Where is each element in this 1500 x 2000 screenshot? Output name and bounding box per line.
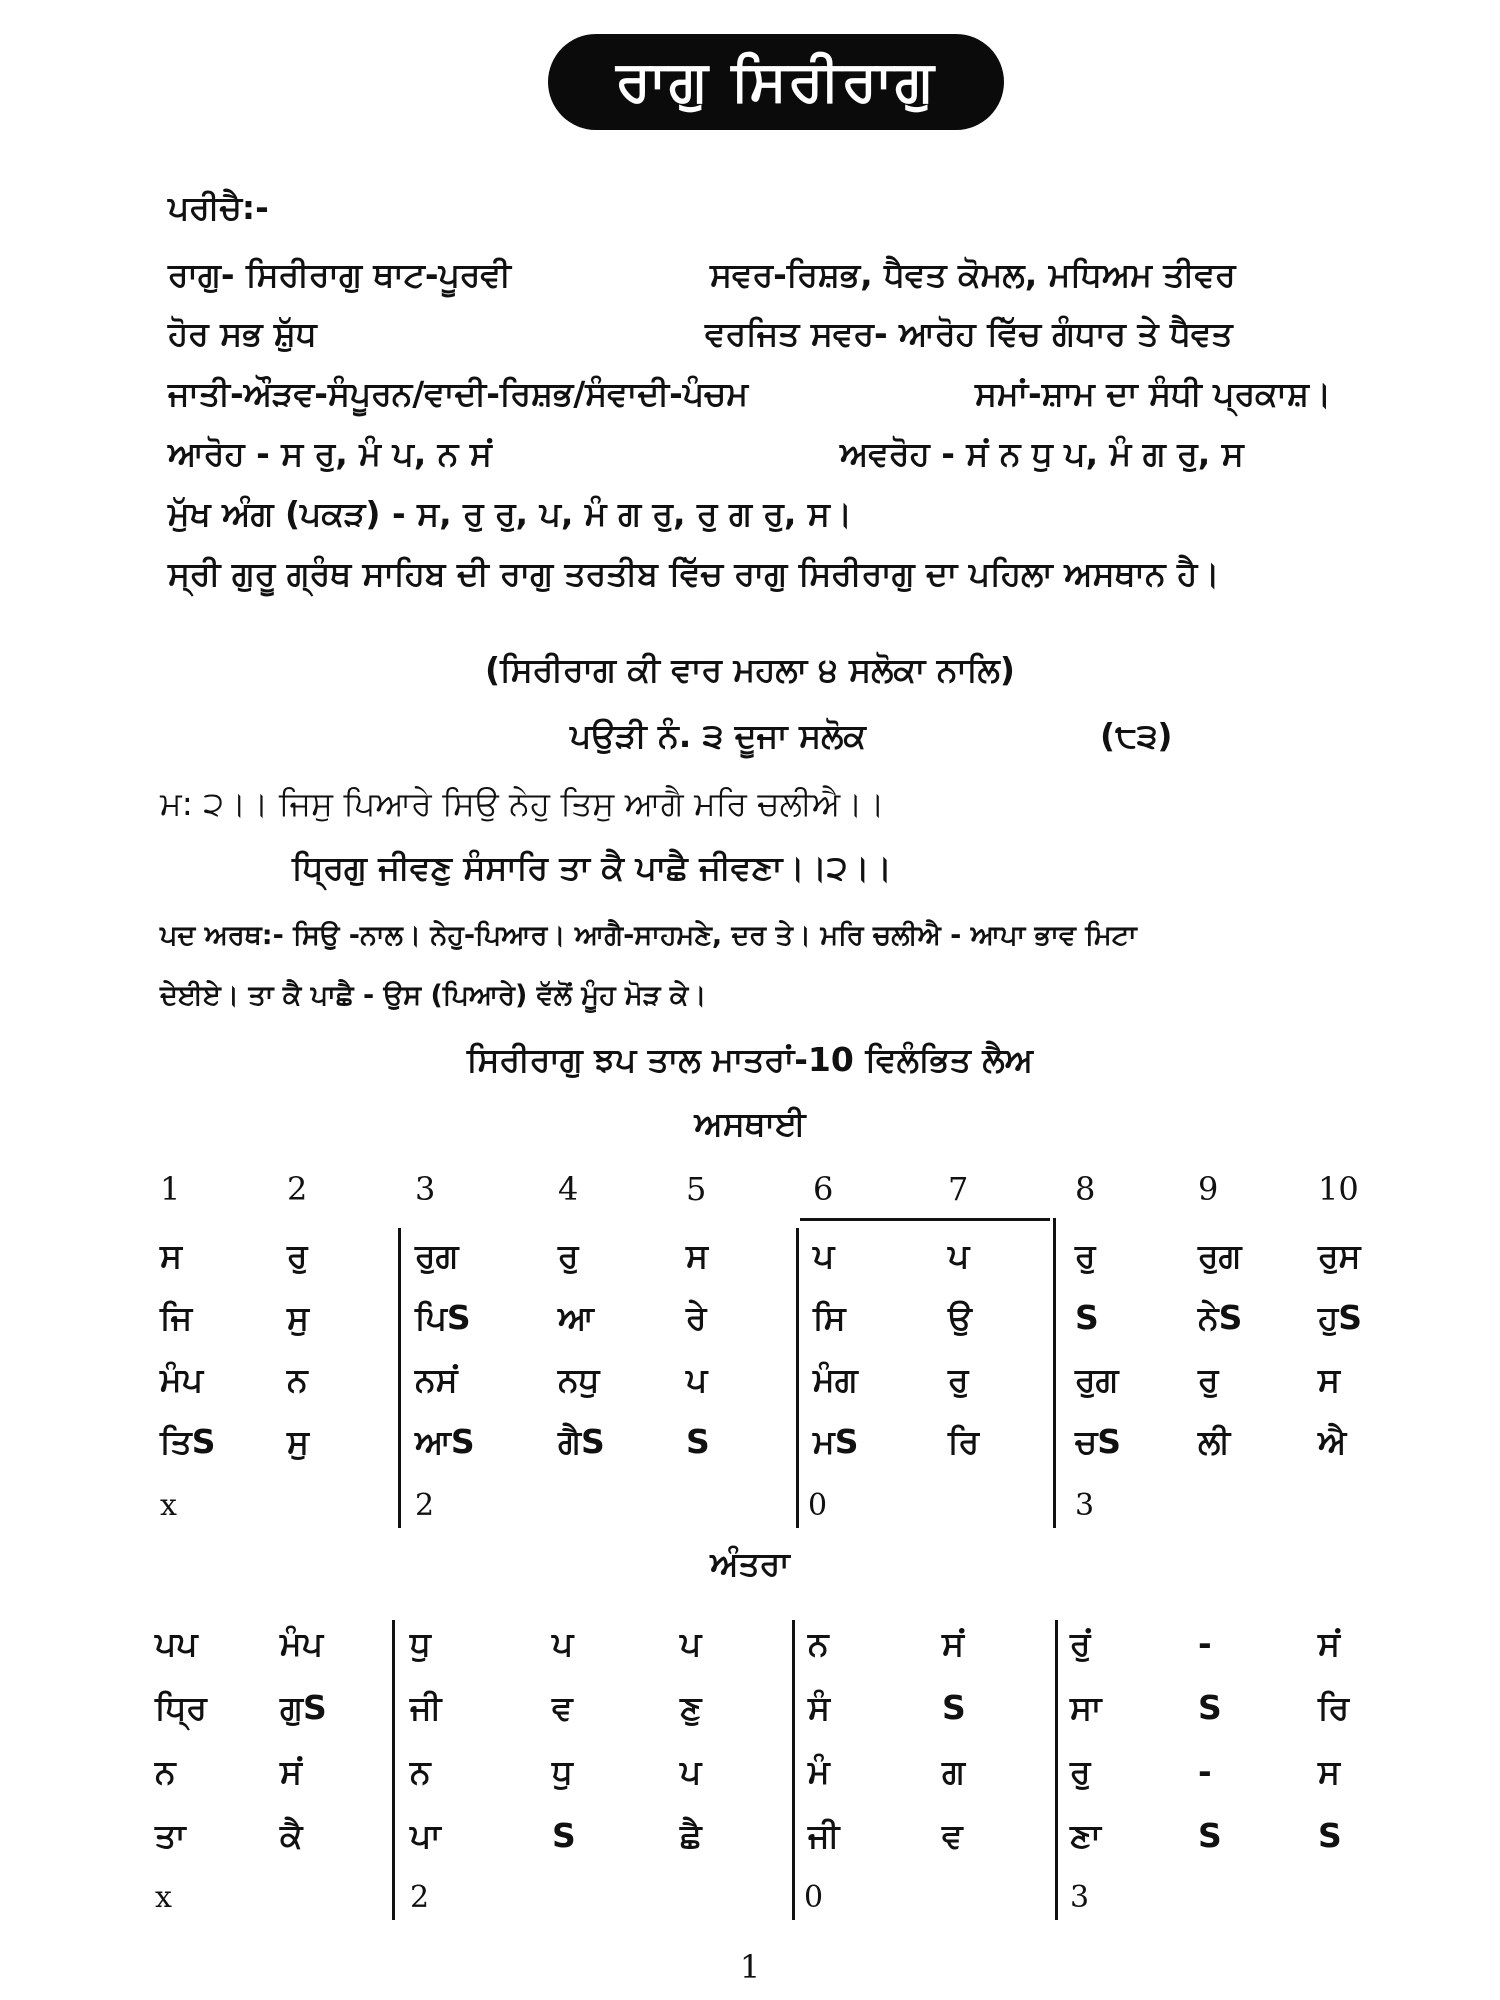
bol-cell: S — [1075, 1298, 1099, 1337]
antra-heading: ਅੰਤਰਾ — [710, 1544, 790, 1583]
swar-cell: ਪ — [686, 1360, 708, 1399]
taal-mark: x — [155, 1880, 172, 1915]
swar-cell: ਸਂ — [280, 1752, 302, 1791]
swar-cell: ਰੁ — [287, 1236, 308, 1275]
bol-cell: ਐ — [1318, 1422, 1347, 1461]
swar-cell: ਪ — [948, 1236, 970, 1275]
taal-heading: ਸਿਰੀਰਾਗੁ ਝਪ ਤਾਲ ਮਾਤਰਾਂ-10 ਵਿਲੰਭਿਤ ਲੈਅ — [466, 1040, 1034, 1079]
bol-cell: ਰੇ — [686, 1298, 707, 1337]
bol-cell: S — [1198, 1816, 1222, 1855]
swar-cell: ਨ — [155, 1752, 176, 1791]
vibhag-divider — [398, 1228, 401, 1528]
swar-cell: ਗ — [942, 1752, 965, 1791]
vibhag-divider — [1053, 1218, 1056, 1528]
swar-cell: ਰੁ — [948, 1360, 969, 1399]
swar-cell: ਸ — [160, 1236, 182, 1275]
bol-cell: ਗੁS — [280, 1688, 327, 1727]
bol-cell: ਸੁ — [287, 1422, 309, 1461]
page-number: 1 — [739, 1948, 761, 1986]
bol-cell: ਨੇS — [1198, 1298, 1243, 1337]
beat-number: 7 — [948, 1170, 969, 1208]
bol-cell: ਜੀ — [410, 1688, 442, 1727]
swar-cell: ਰੁ — [1070, 1752, 1091, 1791]
beat-number: 5 — [686, 1170, 707, 1208]
intro-samaa: ਸਮਾਂ-ਸ਼ਾਮ ਦਾ ਸੰਧੀ ਪ੍ਰਕਾਸ਼। — [975, 374, 1332, 413]
swar-cell: ਰੁ — [1198, 1360, 1219, 1399]
swar-cell: ਨ — [808, 1624, 829, 1663]
vibhag-divider — [792, 1620, 795, 1920]
swar-cell: ਨਧੁ — [558, 1360, 600, 1399]
swar-cell: ਰੁਂ — [1070, 1624, 1091, 1663]
vibhag-divider — [1055, 1620, 1058, 1920]
beat-number: 9 — [1198, 1170, 1219, 1208]
asthai-heading: ਅਸਥਾਈ — [694, 1104, 806, 1143]
bol-cell: ਸਿ — [813, 1298, 846, 1337]
shabad-line-2: ਧ੍ਰਿਗੁ ਜੀਵਣੁ ਸੰਸਾਰਿ ਤਾ ਕੈ ਪਾਛੈ ਜੀਵਣਾ।।੨।। — [292, 848, 892, 887]
swar-cell: ਮੰ — [808, 1752, 830, 1791]
section-page-ref: (੮੩) — [1100, 716, 1173, 755]
bol-cell: ਵ — [552, 1688, 573, 1727]
meanings-line-2: ਦੇਈਏ। ਤਾ ਕੈ ਪਾਛੈ - ਉਸ (ਪਿਆਰੇ) ਵੱਲੋਂ ਮੂੰਹ ਮੋੜ ਕੇ। — [160, 980, 707, 1011]
intro-jaati: ਜਾਤੀ-ਔੜਵ-ਸੰਪੂਰਨ/ਵਾਦੀ-ਰਿਸ਼ਭ/ਸੰਵਾਦੀ-ਪੰਚਮ — [168, 374, 749, 413]
swar-cell: ਸਂ — [1318, 1624, 1340, 1663]
bol-cell: ਜਿ — [160, 1298, 193, 1337]
beat-number: 1 — [160, 1170, 181, 1208]
intro-varjit: ਵਰਜਿਤ ਸਵਰ- ਆਰੋਹ ਵਿੱਚ ਗੰਧਾਰ ਤੇ ਧੈਵਤ — [705, 314, 1233, 353]
swar-cell: ਰੁ — [1075, 1236, 1096, 1275]
bol-cell: S — [1198, 1688, 1222, 1727]
bol-cell: ਣੁ — [680, 1688, 702, 1727]
bol-cell: ਆS — [415, 1422, 475, 1461]
swar-cell: ਨ — [410, 1752, 431, 1791]
page-title: ਰਾਗੁ ਸਿਰੀਰਾਗੁ — [548, 34, 1004, 130]
beat-number: 4 — [558, 1170, 579, 1208]
swar-cell: ਪਪ — [155, 1624, 198, 1663]
bol-cell: ਤਾ — [155, 1816, 186, 1855]
beat-number: 6 — [813, 1170, 834, 1208]
vibhag-divider — [392, 1620, 395, 1920]
swar-cell: ਰੁਗ — [1198, 1236, 1242, 1275]
swar-cell: ਰੁਗ — [1075, 1360, 1119, 1399]
intro-swar: ਸਵਰ-ਰਿਸ਼ਭ, ਧੈਵਤ ਕੋਮਲ, ਮਧਿਅਮ ਤੀਵਰ — [710, 255, 1236, 294]
bol-cell: ਗੈS — [558, 1422, 605, 1461]
bol-cell: ਰਿ — [1318, 1688, 1350, 1727]
bol-cell: S — [686, 1422, 710, 1461]
section-subheading: ਪਉੜੀ ਨੰ. ੩ ਦੂਜਾ ਸਲੋਕ — [570, 716, 866, 755]
swar-cell: ਧੁ — [410, 1624, 431, 1663]
swar-cell: ਮੰਪ — [280, 1624, 323, 1663]
swar-cell: ਨ — [287, 1360, 308, 1399]
bol-cell: ਮS — [813, 1422, 859, 1461]
bol-cell: ਸੰ — [808, 1688, 830, 1727]
meanings-line-1: ਪਦ ਅਰਥ:- ਸਿਉ -ਨਾਲ। ਨੇਹੁ-ਪਿਆਰ। ਆਗੈ-ਸਾਹਮਣੇ, ਦਰ ਤੇ। ਮਰਿ ਚਲੀਐ - ਆਪਾ ਭਾਵ ਮਿਟਾ — [160, 920, 1137, 951]
bol-cell: ਚS — [1075, 1422, 1122, 1461]
bol-cell: ਣਾ — [1070, 1816, 1101, 1855]
overline — [800, 1218, 1050, 1221]
taal-mark: 3 — [1070, 1880, 1090, 1915]
bol-cell: ਲੀ — [1198, 1422, 1231, 1461]
swar-cell: ਸਂ — [942, 1624, 964, 1663]
bol-cell: S — [552, 1816, 576, 1855]
swar-cell: ਸ — [1318, 1752, 1340, 1791]
beat-number: 10 — [1318, 1170, 1359, 1208]
beat-number: 2 — [287, 1170, 308, 1208]
swar-cell: ਧੁ — [552, 1752, 573, 1791]
bol-cell: S — [1318, 1816, 1342, 1855]
section-heading: (ਸਿਰੀਰਾਗ ਕੀ ਵਾਰ ਮਹਲਾ ੪ ਸਲੋਕਾ ਨਾਲਿ) — [485, 650, 1015, 689]
swar-cell: - — [1198, 1624, 1212, 1663]
taal-mark: 0 — [808, 1488, 828, 1523]
swar-cell: - — [1198, 1752, 1212, 1791]
swar-cell: ਰੁਸ — [1318, 1236, 1361, 1275]
intro-shudh: ਹੋਰ ਸਭ ਸ਼ੁੱਧ — [168, 314, 317, 353]
swar-cell: ਨਸਂ — [415, 1360, 458, 1399]
intro-raag-thaat: ਰਾਗੁ- ਸਿਰੀਰਾਗੁ ਥਾਟ-ਪੂਰਵੀ — [168, 255, 511, 294]
swar-cell: ਪ — [680, 1752, 702, 1791]
intro-sthan: ਸ੍ਰੀ ਗੁਰੂ ਗ੍ਰੰਥ ਸਾਹਿਬ ਦੀ ਰਾਗੁ ਤਰਤੀਬ ਵਿੱਚ ਰਾਗੁ ਸਿਰੀਰਾਗੁ ਦਾ ਪਹਿਲਾ ਅਸਥਾਨ ਹੈ। — [168, 554, 1220, 593]
swar-cell: ਮੰਗ — [813, 1360, 858, 1399]
bol-cell: ਸਾ — [1070, 1688, 1102, 1727]
swar-cell: ਰੁ — [558, 1236, 579, 1275]
bol-cell: ਵ — [942, 1816, 963, 1855]
vibhag-divider — [796, 1228, 799, 1528]
bol-cell: ਪਿS — [415, 1298, 471, 1337]
swar-cell: ਮੰਪ — [160, 1360, 203, 1399]
intro-avroh: ਅਵਰੋਹ - ਸਂ ਨ ਧੁ ਪ, ਮੰ ਗ ਰੁ, ਸ — [840, 434, 1244, 473]
swar-cell: ਪ — [813, 1236, 835, 1275]
bol-cell: ਤਿS — [160, 1422, 216, 1461]
bol-cell: ਆ — [558, 1298, 594, 1337]
intro-heading: ਪਰੀਚੈ:- — [168, 188, 269, 227]
bol-cell: ਛੈ — [680, 1816, 702, 1855]
bol-cell: ਰਿ — [948, 1422, 980, 1461]
taal-mark: 2 — [410, 1880, 430, 1915]
bol-cell: ਧ੍ਰਿ — [155, 1688, 207, 1727]
beat-number: 8 — [1075, 1170, 1096, 1208]
bol-cell: ਕੈ — [280, 1816, 303, 1855]
taal-mark: 0 — [804, 1880, 824, 1915]
beat-number: 3 — [415, 1170, 436, 1208]
intro-aroh: ਆਰੋਹ - ਸ ਰੁ, ਮੰ ਪ, ਨ ਸਂ — [168, 434, 492, 473]
taal-mark: x — [160, 1488, 177, 1523]
bol-cell: ਪਾ — [410, 1816, 441, 1855]
intro-mukh-ang: ਮੁੱਖ ਅੰਗ (ਪਕੜ) - ਸ, ਰੁ ਰੁ, ਪ, ਮੰ ਗ ਰੁ, ਰੁ ਗ ਰੁ, ਸ। — [168, 494, 853, 533]
swar-cell: ਰੁਗ — [415, 1236, 459, 1275]
bol-cell: ਉ — [948, 1298, 972, 1337]
taal-mark: 2 — [415, 1488, 435, 1523]
taal-mark: 3 — [1075, 1488, 1095, 1523]
swar-cell: ਪ — [552, 1624, 574, 1663]
shabad-line-1: ਮ: ੨।। ਜਿਸੁ ਪਿਆਰੇ ਸਿਉ ਨੇਹੁ ਤਿਸੁ ਆਗੈ ਮਰਿ ਚਲੀਐ।। — [160, 784, 885, 823]
swar-cell: ਸ — [1318, 1360, 1340, 1399]
bol-cell: ਸੁ — [287, 1298, 309, 1337]
swar-cell: ਸ — [686, 1236, 708, 1275]
bol-cell: S — [942, 1688, 966, 1727]
bol-cell: ਹੁS — [1318, 1298, 1363, 1337]
bol-cell: ਜੀ — [808, 1816, 840, 1855]
swar-cell: ਪ — [680, 1624, 702, 1663]
